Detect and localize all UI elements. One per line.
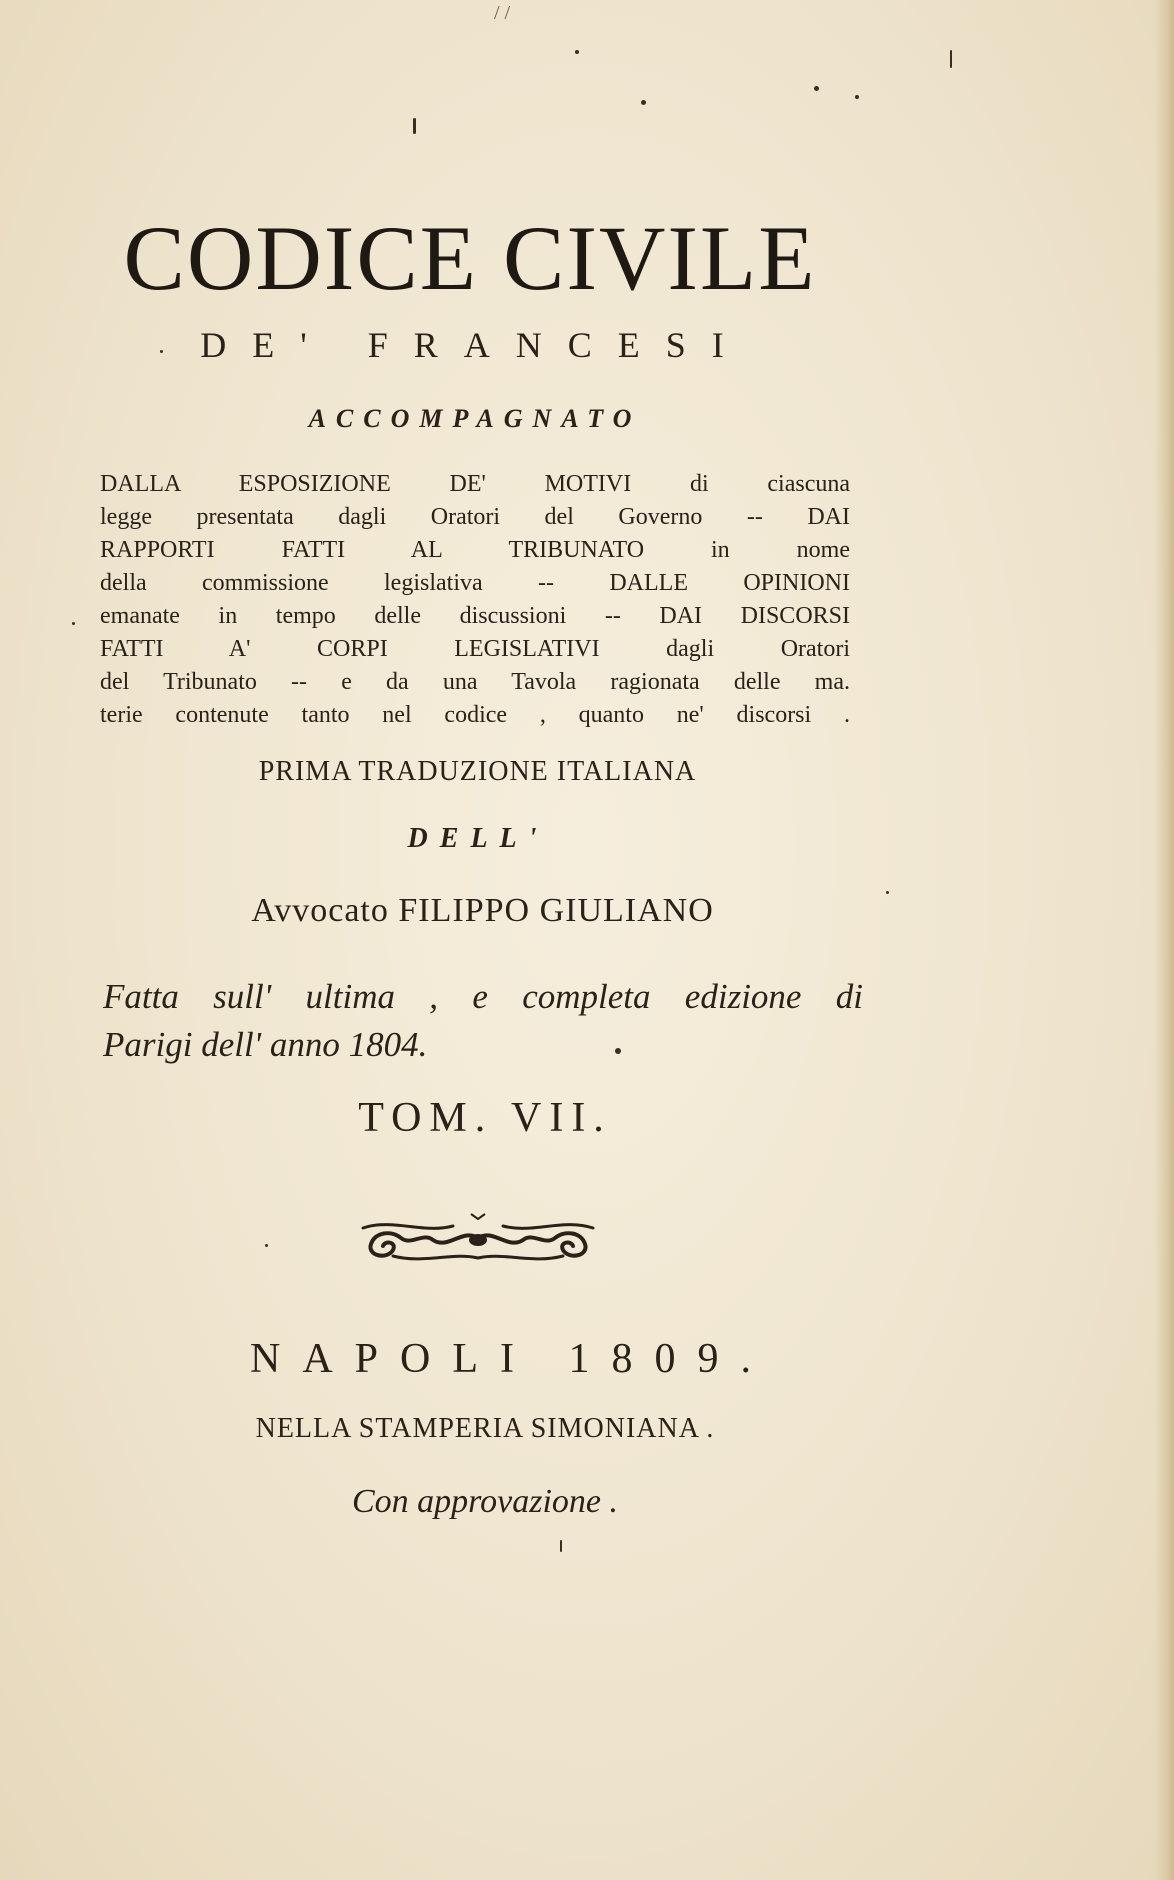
book-title: CODICE CIVILE [123, 207, 817, 309]
page-edge-shadow [1154, 0, 1174, 1880]
paper-speck [641, 100, 646, 105]
printer-name: NELLA STAMPERIA SIMONIANA . [255, 1413, 715, 1444]
paper-speck [950, 50, 952, 68]
description-line: del Tribunato -- e da una Tavola ragionata delle ma. [100, 669, 850, 695]
paper-speck [72, 622, 75, 625]
description-line: legge presentata dagli Oratori del Governo -- DAI [100, 504, 850, 530]
scroll-ornament-icon [353, 1210, 603, 1270]
description-paragraph [100, 468, 850, 732]
paper-speck [575, 50, 579, 54]
edition-line: Fatta sull' ultima , e completa edizione di [103, 977, 863, 1016]
dell-heading: DELL' [407, 823, 549, 854]
description-line: emanate in tempo delle discussioni -- DAI DISCORSI [100, 603, 850, 629]
book-subtitle: DE' FRANCESI [200, 325, 750, 365]
description-line: RAPPORTI FATTI AL TRIBUNATO in nome [100, 537, 850, 563]
paper-speck [560, 1540, 562, 1552]
volume-number: TOM. VII. [358, 1095, 612, 1141]
edition-note [103, 973, 863, 1069]
approval-note: Con approvazione . [351, 1483, 618, 1520]
accompagnato-heading: ACCOMPAGNATO [308, 404, 642, 433]
top-marks: / / [493, 2, 511, 24]
description-line: della commissione legislativa -- DALLE OPINIONI [100, 570, 850, 596]
description-line: terie contenute tanto nel codice , quanto ne' discorsi . [100, 702, 850, 728]
edition-line: Parigi dell' anno 1804. [103, 1025, 428, 1064]
description-line: DALLA ESPOSIZIONE DE' MOTIVI di ciascuna [100, 471, 850, 497]
place-and-year: NAPOLI 1809. [250, 1336, 773, 1382]
author-name: Avvocato FILIPPO GIULIANO [251, 892, 714, 929]
paper-speck [886, 891, 889, 894]
paper-speck [413, 118, 416, 134]
paper-speck [265, 1244, 268, 1247]
translation-heading: PRIMA TRADUZIONE ITALIANA [258, 756, 697, 787]
paper-speck [160, 350, 163, 353]
description-line: FATTI A' CORPI LEGISLATIVI dagli Oratori [100, 636, 850, 662]
paper-speck [855, 95, 859, 99]
paper-speck [814, 86, 819, 91]
